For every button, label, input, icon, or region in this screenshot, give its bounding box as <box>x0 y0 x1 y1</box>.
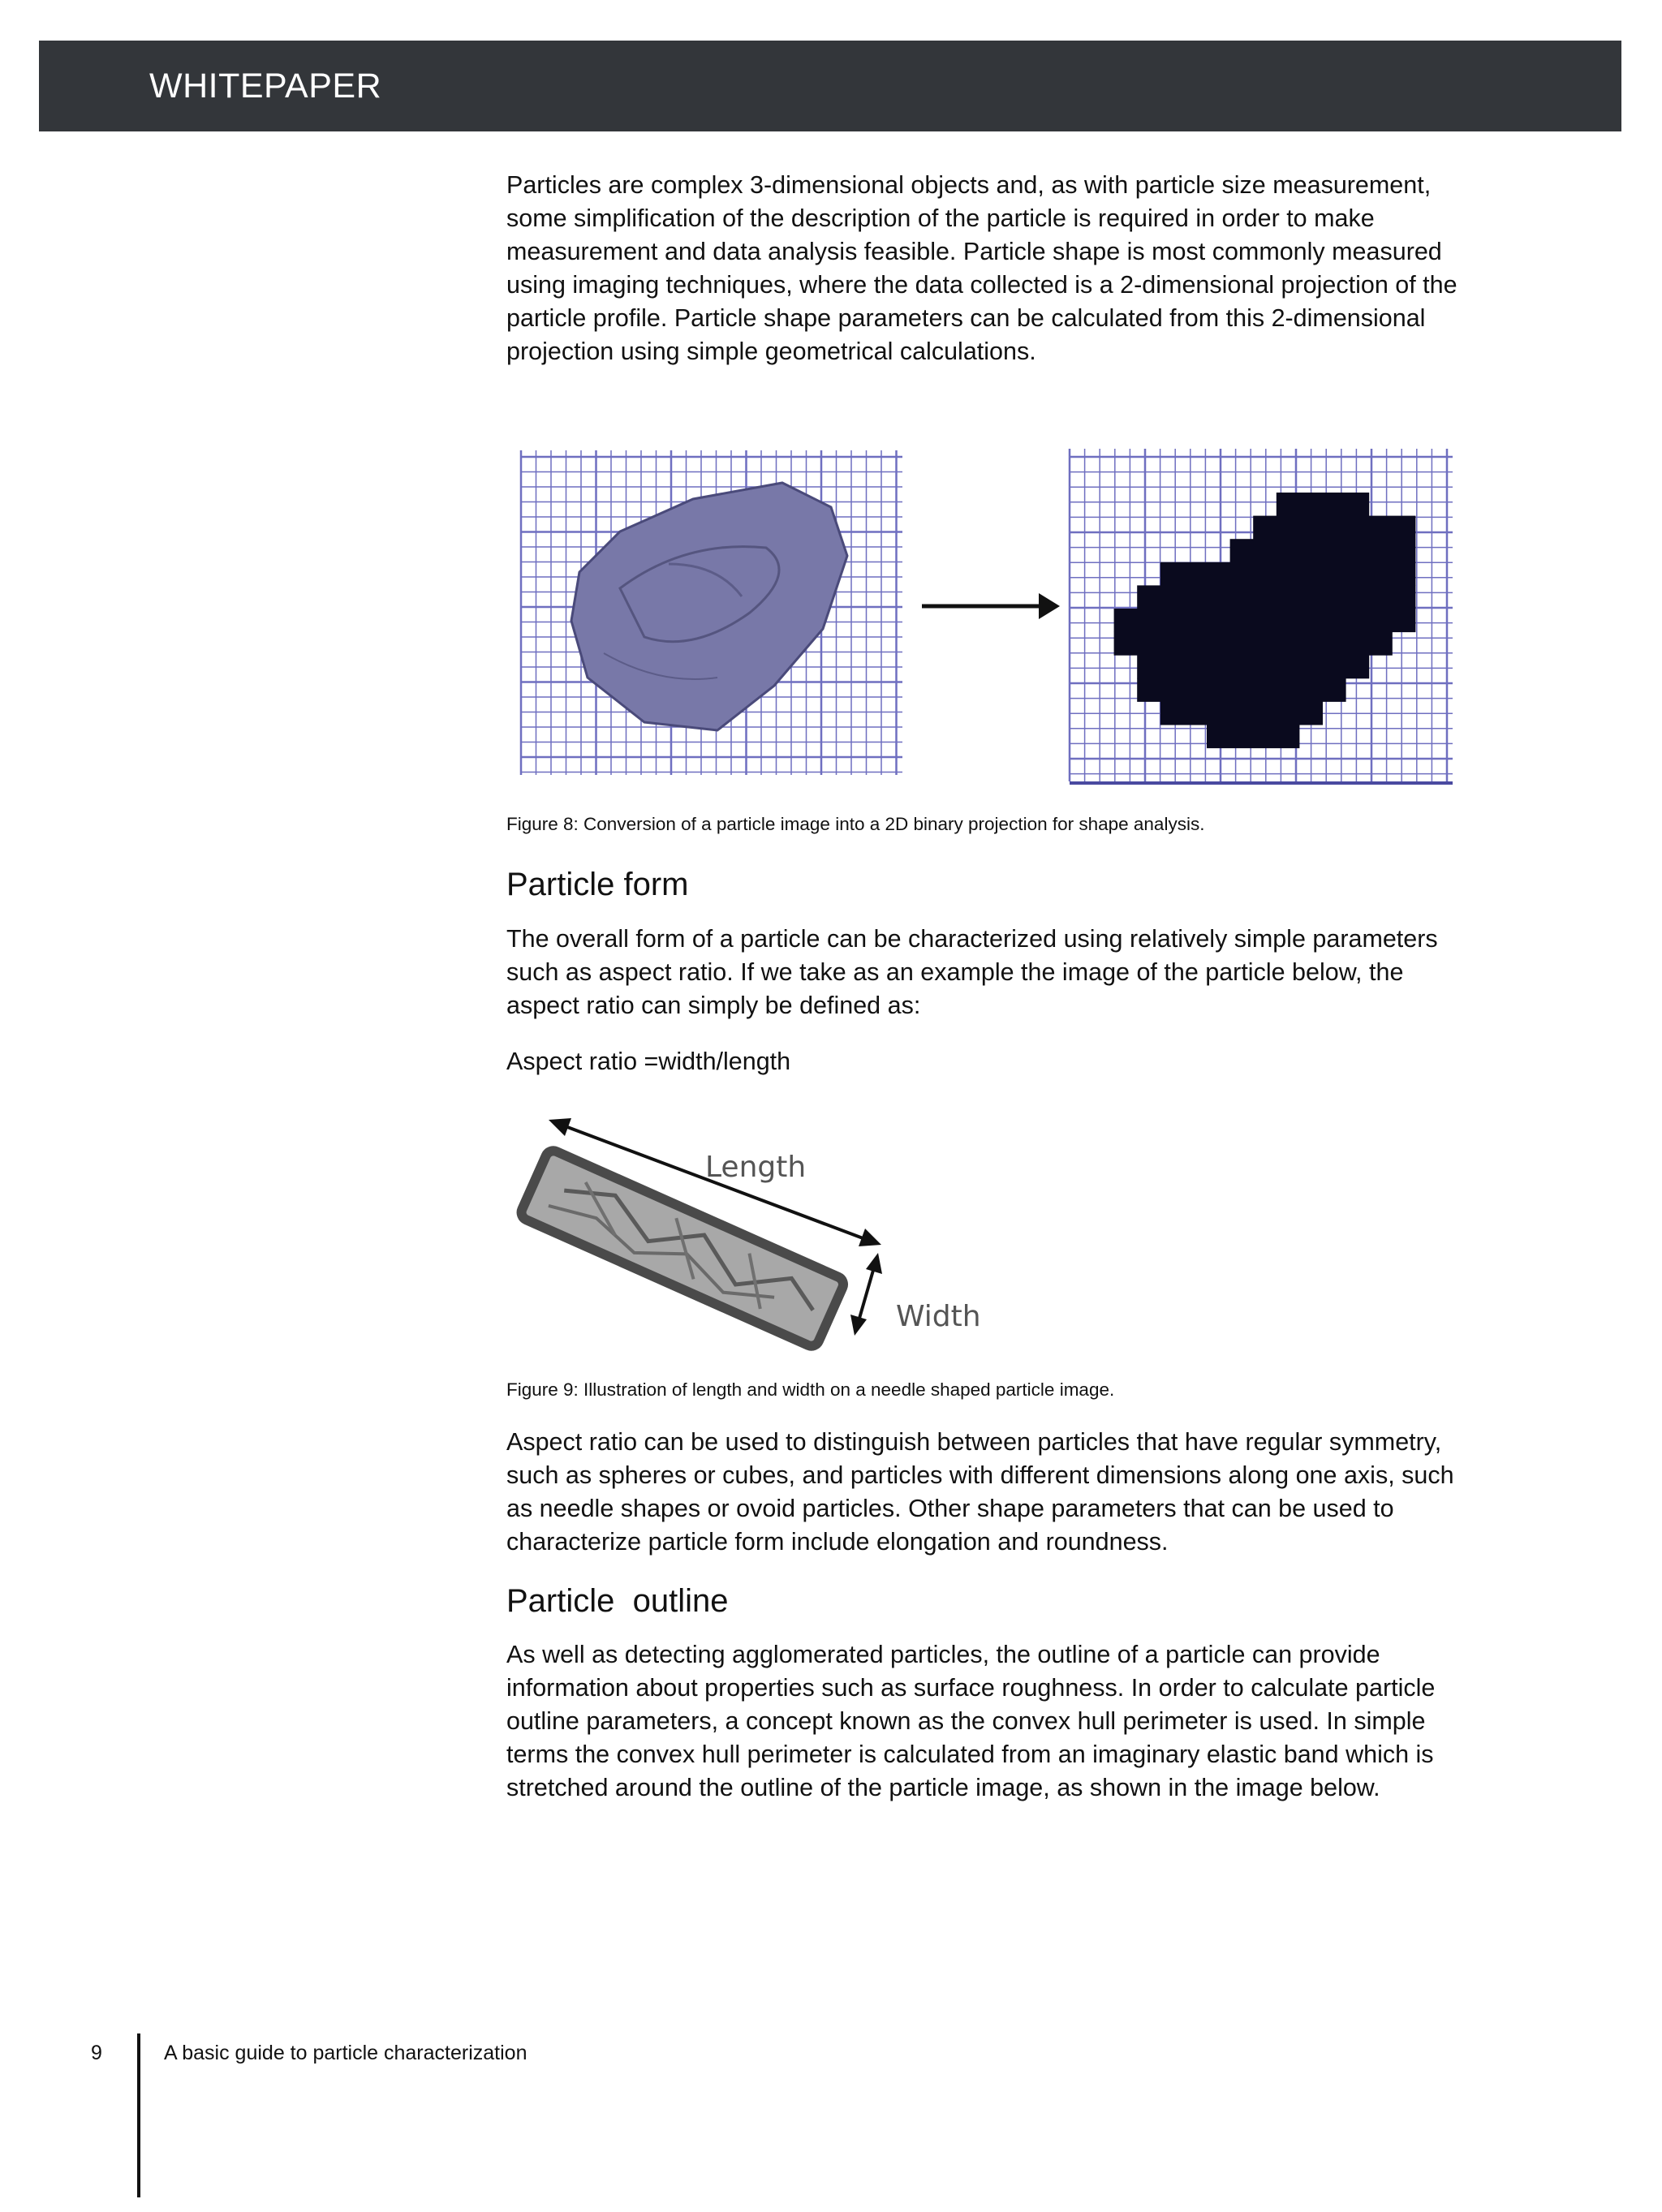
width-arrow <box>857 1262 876 1327</box>
width-arrow-head-bottom-icon <box>850 1315 867 1336</box>
width-arrow-head-top-icon <box>866 1253 882 1274</box>
figure-8-caption: Figure 8: Conversion of a particle image into a 2D binary projection for shape analysis. <box>506 814 1205 834</box>
figure-9-caption-wrap <box>506 1379 1466 1401</box>
header-bar <box>39 41 1621 131</box>
aspect-ratio-formula-wrap <box>506 1045 1466 1078</box>
aspect-ratio-formula: Aspect ratio =width/length <box>506 1048 791 1075</box>
particle-outline-paragraph: As well as detecting agglomerated particles, the outline of a particle can provide information about properties such as surface roughness. In order to calculate particle outline parameters, a concept known as the convex hull perimeter is used. In simple terms the convex hull perimeter is calculated from an imaginary elastic band which is stretched around the outline of the particle image, as shown in the image below. <box>506 1641 1436 1801</box>
header-title: WHITEPAPER <box>149 67 382 105</box>
footer-title: A basic guide to particle characterization <box>164 2042 527 2064</box>
figure-9 <box>506 1112 993 1363</box>
length-arrow-head-start-icon <box>549 1118 571 1136</box>
length-arrow-head-end-icon <box>859 1229 881 1246</box>
particle-outline-para-wrap <box>506 1638 1466 1805</box>
figure-9-image <box>506 1112 993 1363</box>
particle-form-heading-wrap <box>506 867 1466 903</box>
particle-form-heading: Particle form <box>506 867 689 902</box>
width-label: Width <box>896 1300 981 1333</box>
particle-outline-heading: Particle outline <box>506 1583 729 1619</box>
particle-form-para1-wrap <box>506 923 1466 1022</box>
figure-9-caption: Figure 9: Illustration of length and width on a needle shaped particle image. <box>506 1379 1115 1400</box>
page-number: 9 <box>91 2042 102 2064</box>
length-label: Length <box>705 1151 807 1184</box>
particle-form-paragraph-2: Aspect ratio can be used to distinguish between particles that have regular symmetry, such as spheres or cubes, and particles with different dimensions along one axis, such as needle shapes or ovoid particles. Other shape parameters that can be used to characterize particle form include elongation and roundness. <box>506 1428 1454 1556</box>
arrow-icon <box>1039 593 1060 619</box>
figure-8 <box>506 442 1456 791</box>
footer-divider <box>137 2033 140 2197</box>
particle-outline-heading-wrap <box>506 1583 1466 1620</box>
intro-section <box>506 169 1466 368</box>
figure-8-image <box>506 442 1456 791</box>
particle-form-para2-wrap <box>506 1426 1466 1559</box>
figure-8-caption-wrap <box>506 814 1466 835</box>
binary-projection <box>1114 493 1416 748</box>
particle-form-paragraph-1: The overall form of a particle can be characterized using relatively simple parameters such as aspect ratio. If we take as an example the image of the particle below, the aspect ratio can simply be defined as: <box>506 925 1438 1019</box>
intro-paragraph: Particles are complex 3-dimensional objects and, as with particle size measurement, some simplification of the description of the particle is required in order to make measurement and data analysis feasible. Particle shape is most commonly measured using imaging techniques, where the data collected is a 2-dimensional projection of the particle profile. Particle shape parameters can be calculated from this 2-dimensional projection using simple geometrical calculations. <box>506 171 1457 365</box>
